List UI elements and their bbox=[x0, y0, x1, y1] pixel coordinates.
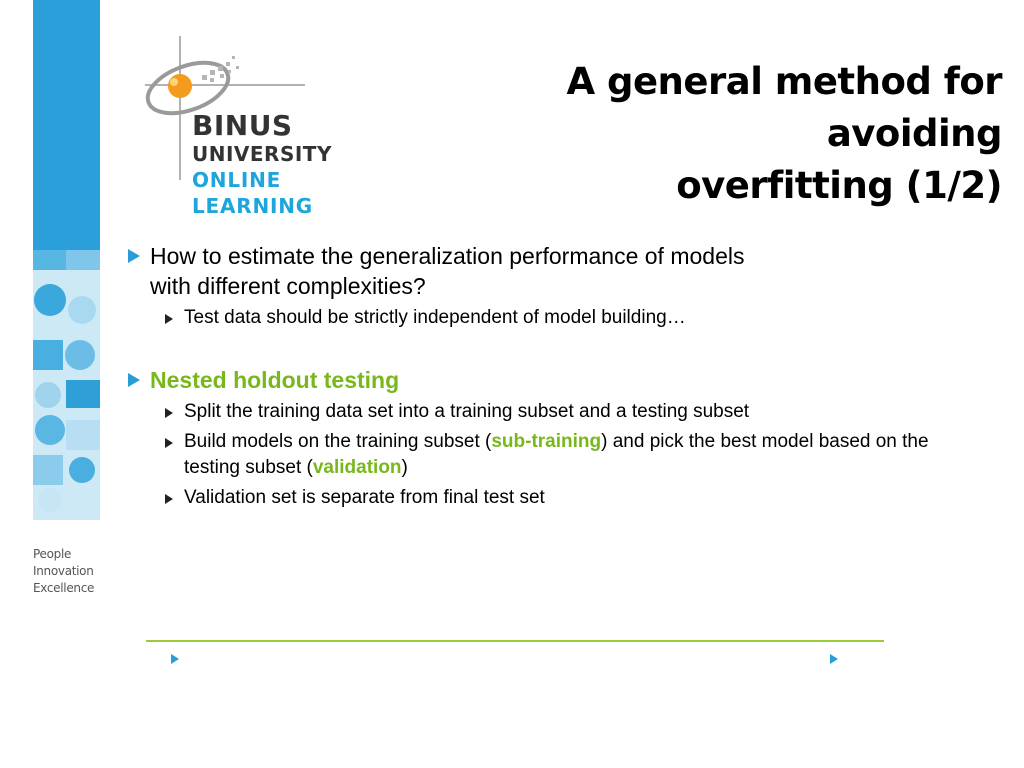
footer-divider bbox=[146, 640, 884, 642]
bullet-2-sub-3-text: Validation set is separate from final test set bbox=[184, 487, 545, 508]
bullet-1 bbox=[128, 241, 750, 301]
logo-binus: BINUS bbox=[192, 109, 293, 142]
bullet-2-sub-1 bbox=[128, 399, 988, 425]
title-line-2: overfitting (1/2) bbox=[676, 164, 1002, 207]
bullet-2-sub-2 bbox=[128, 429, 974, 481]
bullet-2-text: Nested holdout testing bbox=[150, 367, 400, 393]
footer-prev-arrow-icon[interactable] bbox=[171, 654, 179, 664]
bullet-2-sub-3 bbox=[128, 485, 988, 511]
sidebar-pattern bbox=[0, 0, 100, 520]
term-sub-training: sub-training bbox=[491, 431, 602, 452]
logo-online: ONLINE bbox=[192, 168, 282, 192]
sub-bullet-arrow-icon bbox=[165, 494, 173, 504]
bullet-2-sub-2-part-2: ) and pick the best model based on the testing subset ( bbox=[184, 431, 929, 478]
logo-text bbox=[192, 110, 332, 219]
tagline-innovation: Innovation bbox=[33, 564, 94, 578]
term-validation: validation bbox=[312, 457, 402, 478]
bullet-1-sub-1 bbox=[128, 305, 988, 331]
title-line-1: A general method for avoiding bbox=[566, 60, 1002, 155]
bullet-2-sub-2-part-1: Build models on the training subset ( bbox=[184, 431, 492, 452]
bullet-1-sub-1-text: Test data should be strictly independent of model building… bbox=[184, 307, 686, 328]
footer-next-arrow-icon[interactable] bbox=[830, 654, 838, 664]
logo-university: UNIVERSITY bbox=[192, 142, 332, 166]
sub-bullet-arrow-icon bbox=[165, 438, 173, 448]
tagline-people: People bbox=[33, 547, 72, 561]
sidebar-decoration bbox=[0, 0, 100, 520]
tagline bbox=[33, 546, 94, 597]
bullet-1-text: How to estimate the generalization performance of models with different complexities? bbox=[150, 243, 745, 299]
sub-bullet-arrow-icon bbox=[165, 314, 173, 324]
bullet-arrow-icon bbox=[128, 373, 140, 387]
slide-content bbox=[128, 241, 988, 511]
tagline-excellence: Excellence bbox=[33, 581, 95, 595]
bullet-2-sub-1-text: Split the training data set into a training subset and a testing subset bbox=[184, 401, 750, 422]
sub-bullet-arrow-icon bbox=[165, 408, 173, 418]
bullet-2-sub-2-part-3: ) bbox=[401, 457, 408, 478]
bullet-2 bbox=[128, 365, 988, 395]
logo-learning: LEARNING bbox=[192, 194, 314, 218]
bullet-arrow-icon bbox=[128, 249, 140, 263]
slide-title bbox=[402, 56, 1002, 212]
